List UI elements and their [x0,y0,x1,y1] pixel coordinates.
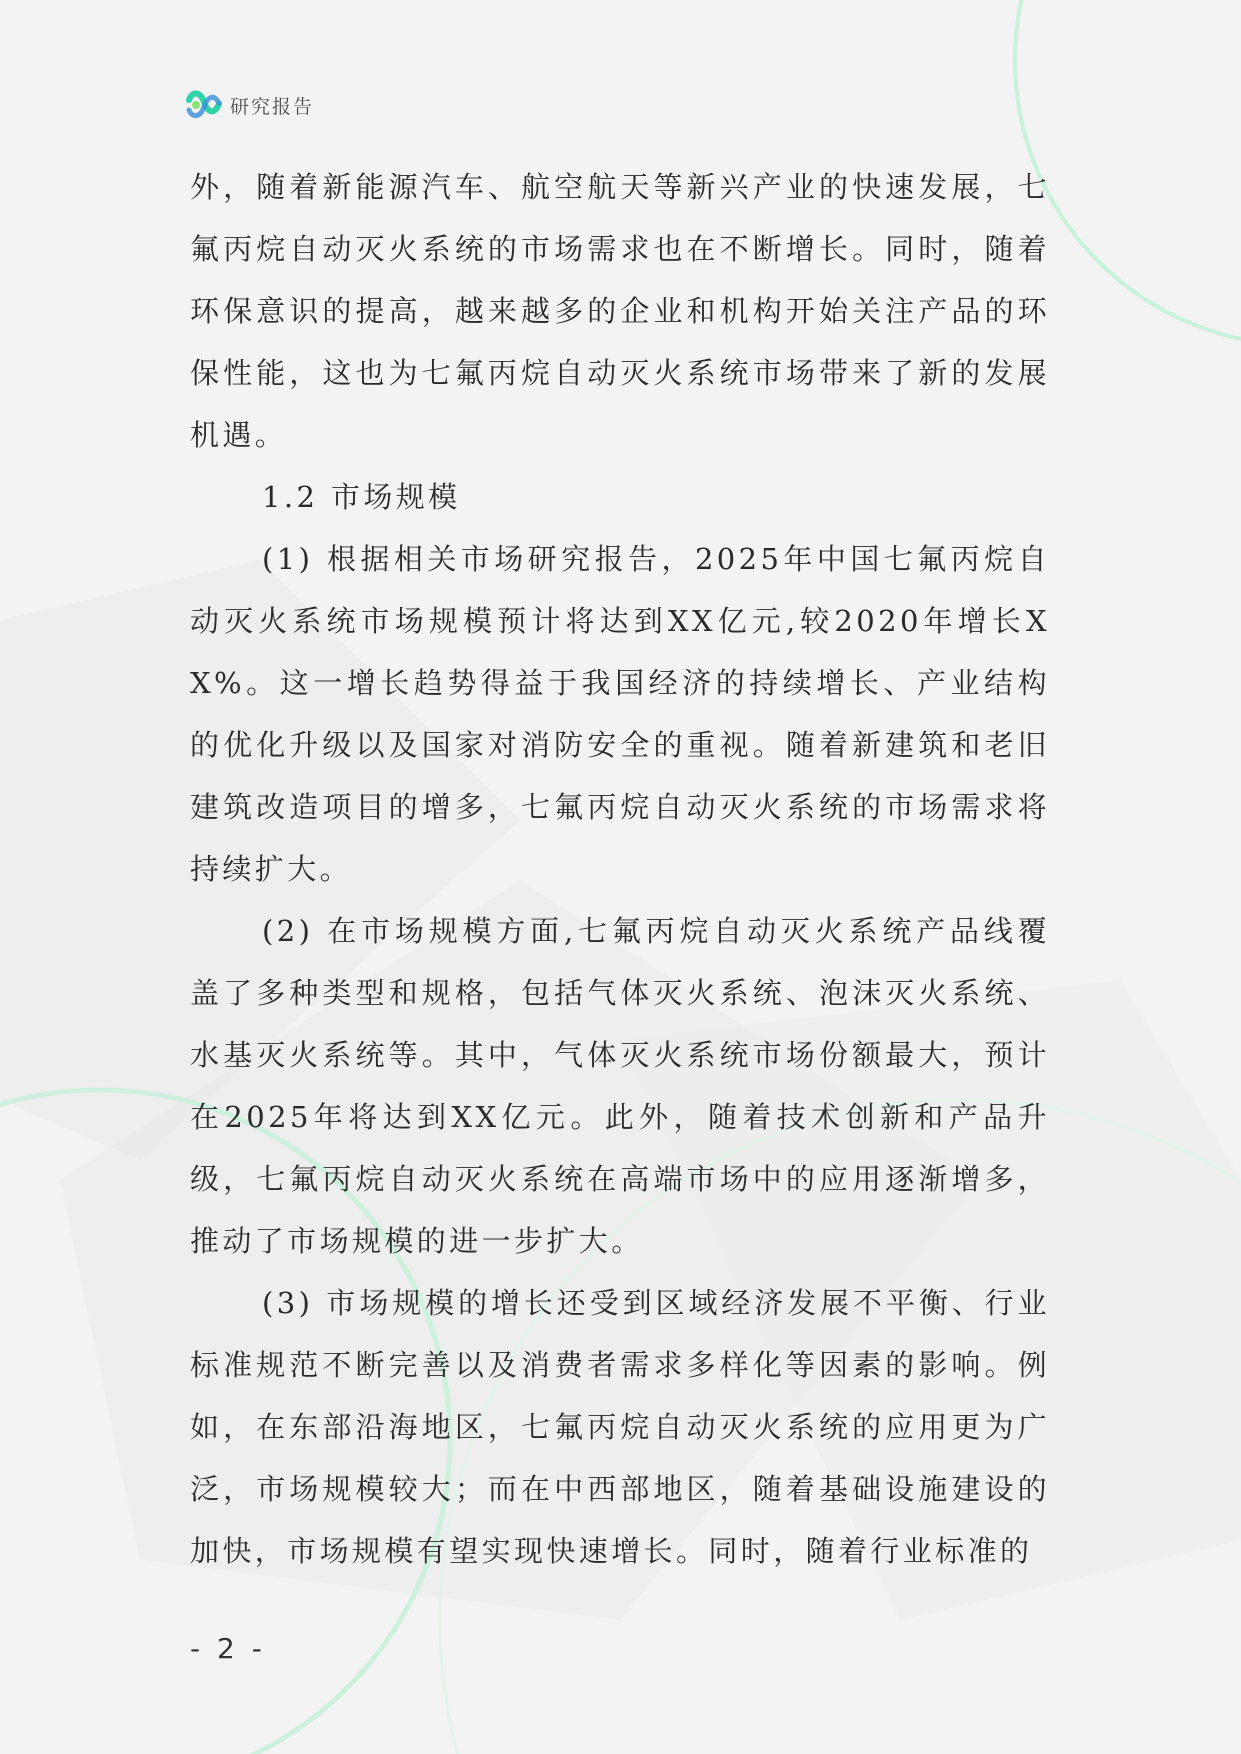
page-header [186,88,314,122]
body-paragraph: (3) 市场规模的增长还受到区域经济发展不平衡、行业标准规范不断完善以及消费者需求多样化等因素的影响。例如，在东部沿海地区，七氟丙烷自动灭火系统的应用更为广泛，市场规模较大；而在中西部地区，随着基础设施建设的加快，市场规模有望实现快速增长。同时，随着行业标准的 [190,1286,1050,1568]
body-content [190,156,1050,1582]
header-title: 研究报告 [230,95,315,118]
logo-icon [186,88,222,122]
body-paragraph: 外，随着新能源汽车、航空航天等新兴产业的快速发展，七氟丙烷自动灭火系统的市场需求也在不断增长。同时，随着环保意识的提高，越来越多的企业和机构开始关注产品的环保性能，这也为七氟丙烷自动灭火系统市场带来了新的发展机遇。 [190,170,1050,452]
body-paragraph: (2) 在市场规模方面,七氟丙烷自动灭火系统产品线覆盖了多种类型和规格，包括气体灭火系统、泡沫灭火系统、水基灭火系统等。其中，气体灭火系统市场份额最大，预计在2025年将达到XX亿元。此外，随着技术创新和产品升级，七氟丙烷自动灭火系统在高端市场中的应用逐渐增多，推动了市场规模的进一步扩大。 [190,914,1050,1258]
section-heading: 1.2 市场规模 [262,480,461,514]
page-number: - 2 - [190,1632,266,1665]
body-paragraph: (1) 根据相关市场研究报告，2025年中国七氟丙烷自动灭火系统市场规模预计将达到XX亿元,较2020年增长XX%。这一增长趋势得益于我国经济的持续增长、产业结构的优化升级以及国家对消防安全的重视。随着新建筑和老旧建筑改造项目的增多，七氟丙烷自动灭火系统的市场需求将持续扩大。 [190,542,1050,886]
